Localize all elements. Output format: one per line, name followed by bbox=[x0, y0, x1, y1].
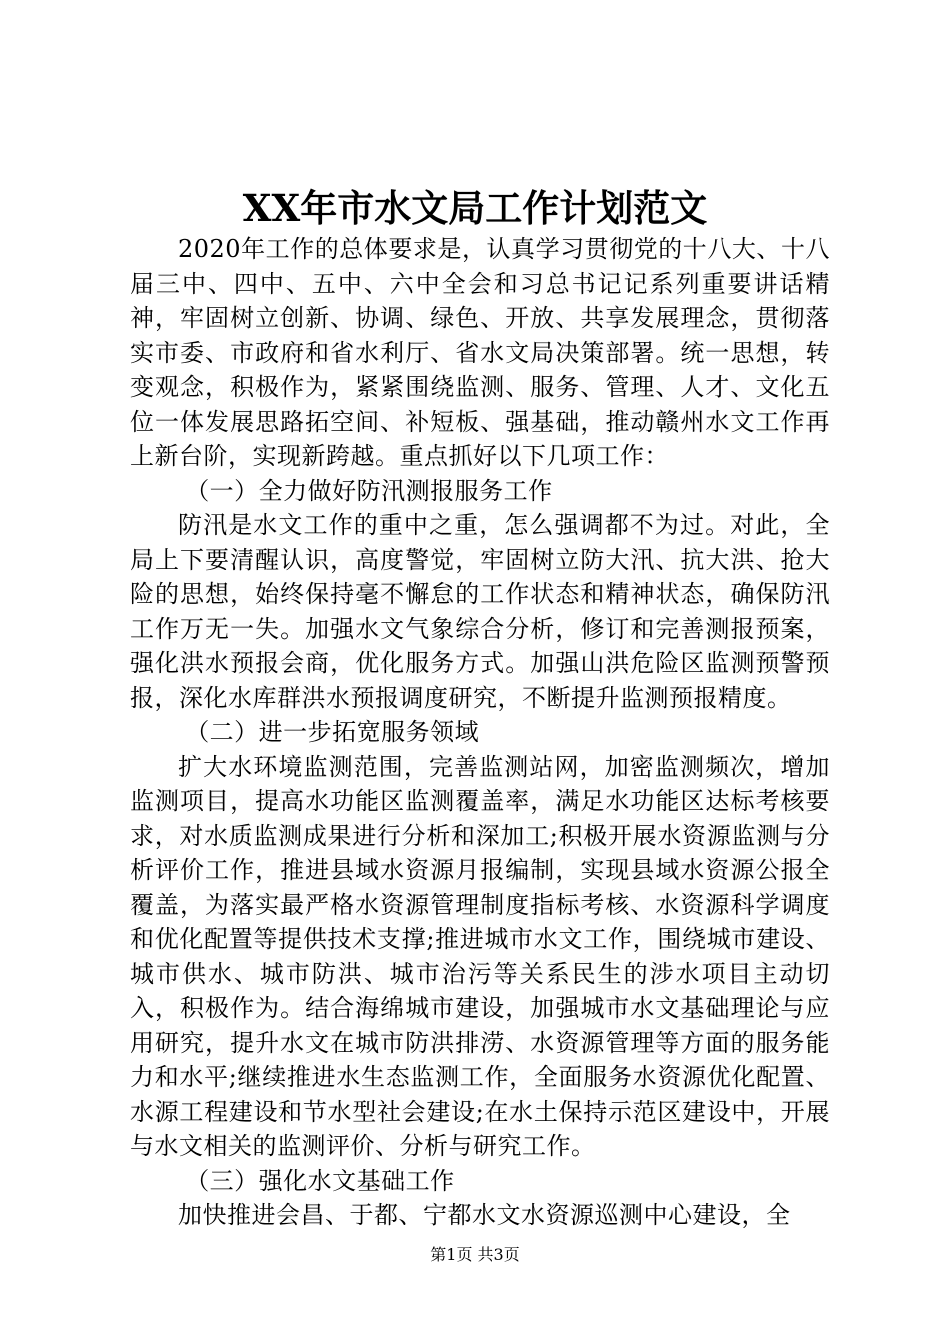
section-heading-3: （三）强化水文基础工作 bbox=[185, 1166, 455, 1195]
section-heading-2: （二）进一步拓宽服务领域 bbox=[185, 718, 480, 746]
document-body bbox=[130, 232, 830, 1233]
paragraph-basic-work: 加快推进会昌、于都、宁都水文水资源巡测中心建设，全 bbox=[178, 1201, 791, 1229]
paragraph-service-areas: 扩大水环境监测范围，完善监测站网，加密监测频次，增加监测项目，提高水功能区监测覆盖率，满足水功能区达标考核要求，对水质监测成果进行分析和深加工;积极开展水资源监测与分析评价工作，推进县域水资源月报编制，实现县域水资源公报全覆盖，为落实最严格水资源管理制度指标考核、水资源科学调度和优化配置等提供技术支撑;推进城市水文工作，围绕城市建设、城市供水、城市防洪、城市治污等关系民生的涉水项目主动切入，积极作为。结合海绵城市建设，加强城市水文基础理论与应用研究，提升水文在城市防洪排涝、水资源管理等方面的服务能力和水平;继续推进水生态监测工作，全面服务水资源优化配置、水源工程建设和节水型社会建设;在水土保持示范区建设中，开展与水文相关的监测评价、分析与研究工作。 bbox=[130, 752, 830, 1160]
page-footer: 第1页 共3页 bbox=[430, 1245, 520, 1264]
paragraph-flood-control: 防汛是水文工作的重中之重，怎么强调都不为过。对此，全局上下要清醒认识，高度警觉，牢固树立防大汛、抗大洪、抢大险的思想，始终保持毫不懈怠的工作状态和精神状态，确保防汛工作万无一失。加强水文气象综合分析，修订和完善测报预案，强化洪水预报会商，优化服务方式。加强山洪危险区监测预警预报，深化水库群洪水预报调度研究，不断提升监测预报精度。 bbox=[130, 511, 830, 712]
paragraph-intro: 2020年工作的总体要求是，认真学习贯彻党的十八大、十八届三中、四中、五中、六中全会和习总书记记系列重要讲话精神，牢固树立创新、协调、绿色、开放、共享发展理念，贯彻落实市委、市政府和省水利厅、省水文局决策部署。统一思想，转变观念，积极作为，紧紧围绕监测、服务、管理、人才、文化五位一体发展思路拓空间、补短板、强基础，推动赣州水文工作再上新台阶，实现新跨越。重点抓好以下几项工作： bbox=[130, 235, 830, 470]
document-title: XX年市水文局工作计划范文 bbox=[242, 186, 708, 230]
section-heading-1: （一）全力做好防汛测报服务工作 bbox=[185, 476, 553, 505]
